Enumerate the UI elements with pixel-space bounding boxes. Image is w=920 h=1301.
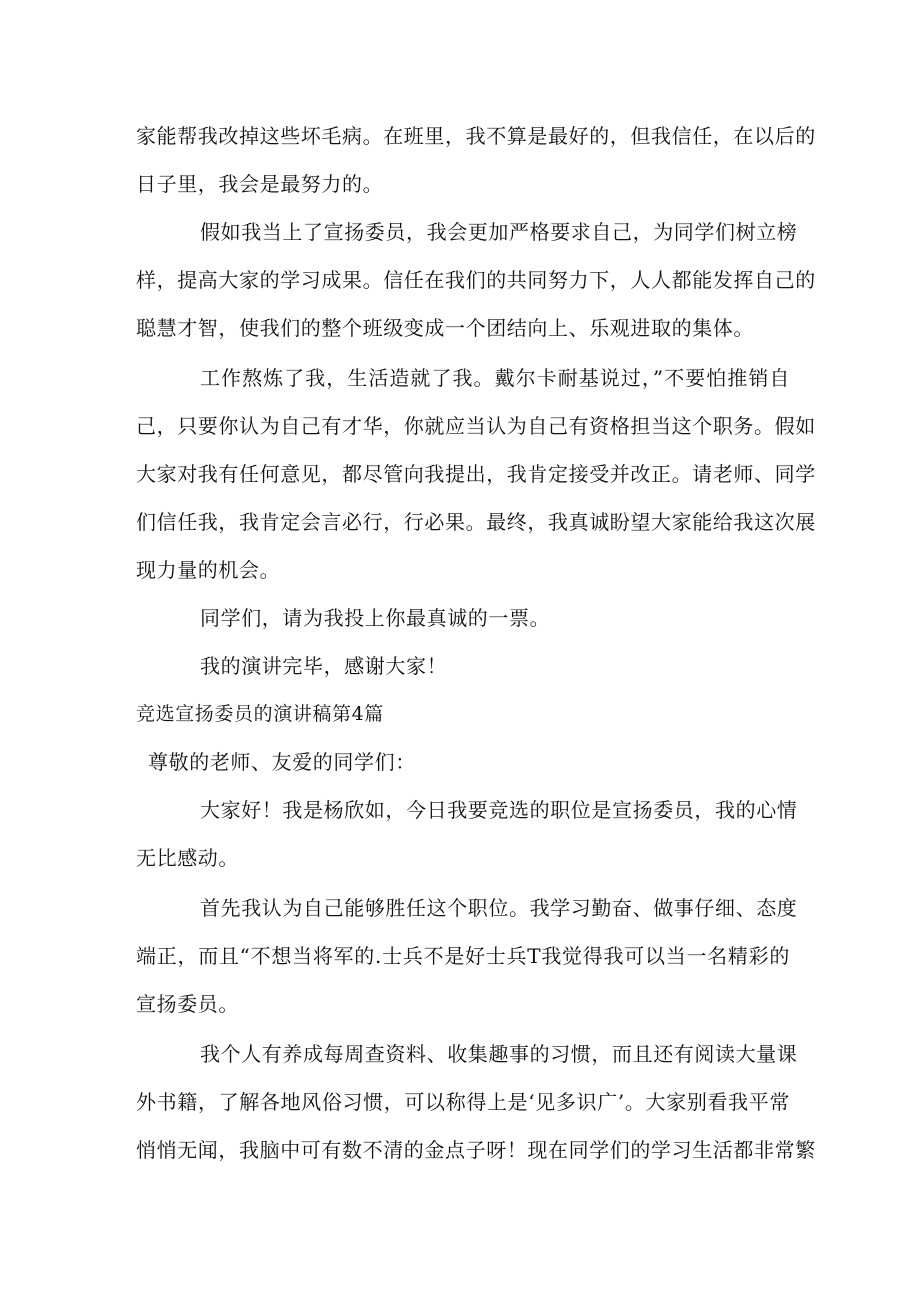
body-text-line: 现力量的机会。 <box>136 558 281 582</box>
paragraph-start-line: 工作熬炼了我，生活造就了我。戴尔卡耐基说过，”不要怕推销自 <box>200 366 790 390</box>
body-text-line: 宣扬委员。 <box>136 992 239 1016</box>
paragraph-start-line: 我的演讲完毕，感谢大家！ <box>200 654 448 678</box>
body-text-line: 己，只要你认为自己有才华，你就应当认为自己有资格担当这个职务。假如 <box>136 414 816 438</box>
paragraph-start-line: 大家好！我是杨欣如，今日我要竞选的职位是宣扬委员，我的心情 <box>200 798 798 822</box>
body-text-line: 端正，而且“不想当将军的.士兵不是好士兵T我觉得我可以当一名精彩的 <box>136 944 790 968</box>
body-text-line: 样，提高大家的学习成果。信任在我们的共同努力下，人人都能发挥自己的 <box>136 268 816 292</box>
body-text-line: 家能帮我改掉这些坏毛病。在班里，我不算是最好的，但我信任，在以后的 <box>136 124 816 148</box>
body-text-line: 日子里，我会是最努力的。 <box>136 172 384 196</box>
body-text-line: 聪慧才智，使我们的整个班级变成一个团结向上、乐观进取的集体。 <box>136 316 754 340</box>
body-text-line: 悄悄无闻，我脑中可有数不清的金点子呀！现在同学们的学习生活都非常繁 <box>136 1138 816 1162</box>
paragraph-start-line: 我个人有养成每周查资料、收集趣事的习惯，而且还有阅读大量课 <box>200 1042 798 1066</box>
body-text-line: 无比感动。 <box>136 846 239 870</box>
paragraph-start-line: 首先我认为自己能够胜任这个职位。我学习勤奋、做事仔细、态度 <box>200 896 798 920</box>
body-text-line: 大家对我有任何意见，都尽管向我提出，我肯定接受并改正。请老师、同学 <box>136 462 816 486</box>
body-text-line: 外书籍，了解各地风俗习惯，可以称得上是‘见多识广’。大家别看我平常 <box>136 1090 790 1114</box>
paragraph-start-line: 同学们，请为我投上你最真诚的一票。 <box>200 606 551 630</box>
paragraph-start-line: 假如我当上了宣扬委员，我会更加严格要求自己，为同学们树立榜 <box>200 220 798 244</box>
body-text-line: 们信任我，我肯定会言必行，行必果。最终，我真诚盼望大家能给我这次展 <box>136 510 816 534</box>
salutation: 尊敬的老师、友爱的同学们： <box>148 750 416 774</box>
section-heading: 竞选宣扬委员的演讲稿第4篇 <box>136 703 384 725</box>
